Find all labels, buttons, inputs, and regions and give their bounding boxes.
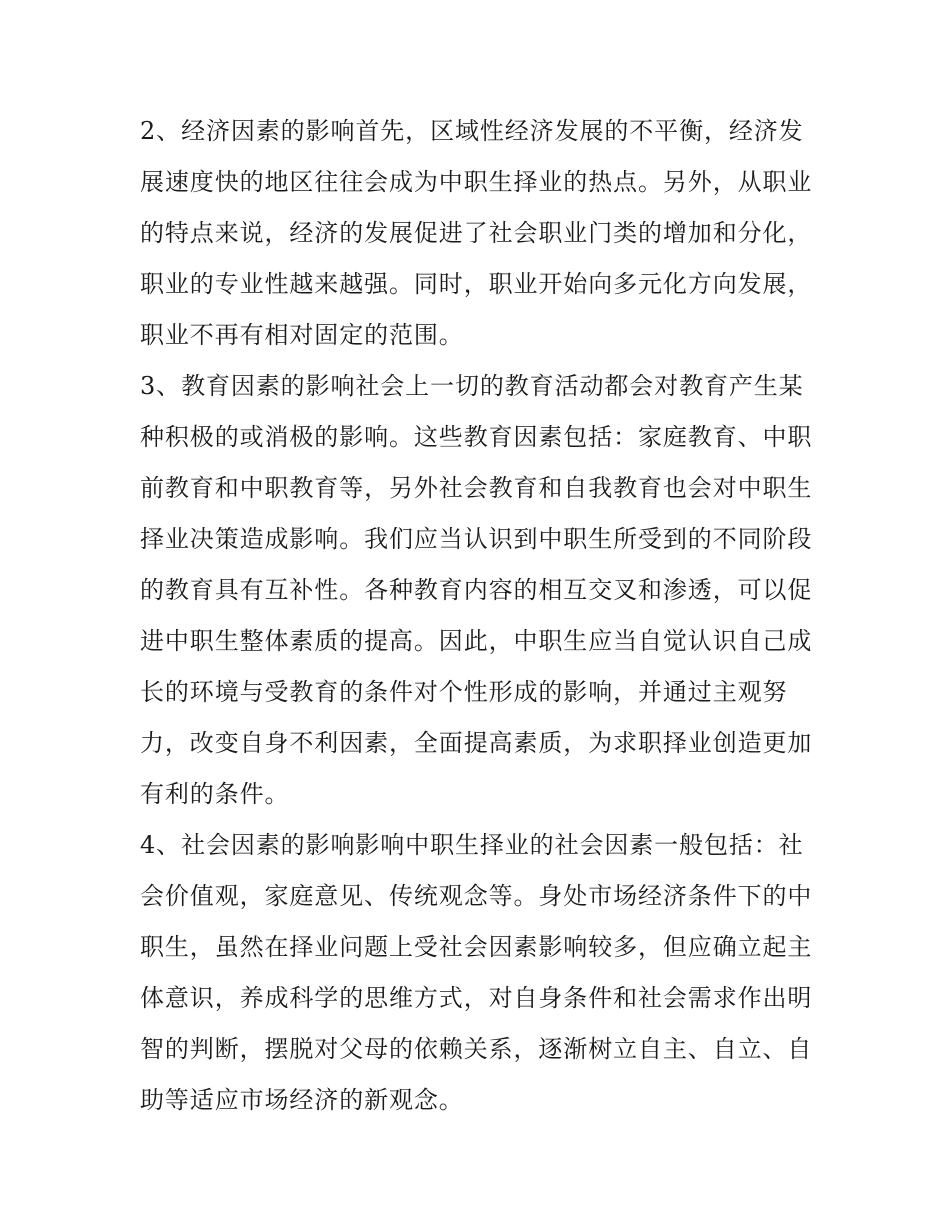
text-line: 前教育和中职教育等，另外社会教育和自我教育也会对中职生 bbox=[140, 474, 813, 502]
text-line: 进中职生整体素质的提高。因此，中职生应当自觉认识自己成 bbox=[140, 627, 813, 655]
text-line: 的教育具有互补性。各种教育内容的相互交叉和渗透，可以促 bbox=[140, 576, 813, 604]
text-line: 的特点来说，经济的发展促进了社会职业门类的增加和分化， bbox=[140, 219, 813, 247]
text-line: 种积极的或消极的影响。这些教育因素包括：家庭教育、中职 bbox=[140, 423, 813, 451]
text-line: 长的环境与受教育的条件对个性形成的影响，并通过主观努 bbox=[140, 678, 788, 706]
text-line: 会价值观，家庭意见、传统观念等。身处市场经济条件下的中 bbox=[140, 882, 813, 910]
text-line: 体意识，养成科学的思维方式，对自身条件和社会需求作出明 bbox=[140, 984, 813, 1012]
text-line: 择业决策造成影响。我们应当认识到中职生所受到的不同阶段 bbox=[140, 525, 813, 553]
text-line: 4、社会因素的影响影响中职生择业的社会因素一般包括：社 bbox=[140, 831, 804, 859]
text-line: 有利的条件。 bbox=[140, 780, 290, 808]
text-line: 2、经济因素的影响首先，区域性经济发展的不平衡，经济发 bbox=[140, 117, 804, 145]
document-body bbox=[140, 106, 820, 1126]
text-line: 展速度快的地区往往会成为中职生择业的热点。另外，从职业 bbox=[140, 168, 813, 196]
text-line: 助等适应市场经济的新观念。 bbox=[140, 1086, 464, 1114]
text-line: 职业不再有相对固定的范围。 bbox=[140, 321, 464, 349]
text-line: 职生，虽然在择业问题上受社会因素影响较多，但应确立起主 bbox=[140, 933, 813, 961]
text-line: 力，改变自身不利因素，全面提高素质，为求职择业创造更加 bbox=[140, 729, 813, 757]
text-line: 智的判断，摆脱对父母的依赖关系，逐渐树立自主、自立、自 bbox=[140, 1035, 813, 1063]
text-line: 3、教育因素的影响社会上一切的教育活动都会对教育产生某 bbox=[140, 372, 804, 400]
text-line: 职业的专业性越来越强。同时，职业开始向多元化方向发展， bbox=[140, 270, 813, 298]
